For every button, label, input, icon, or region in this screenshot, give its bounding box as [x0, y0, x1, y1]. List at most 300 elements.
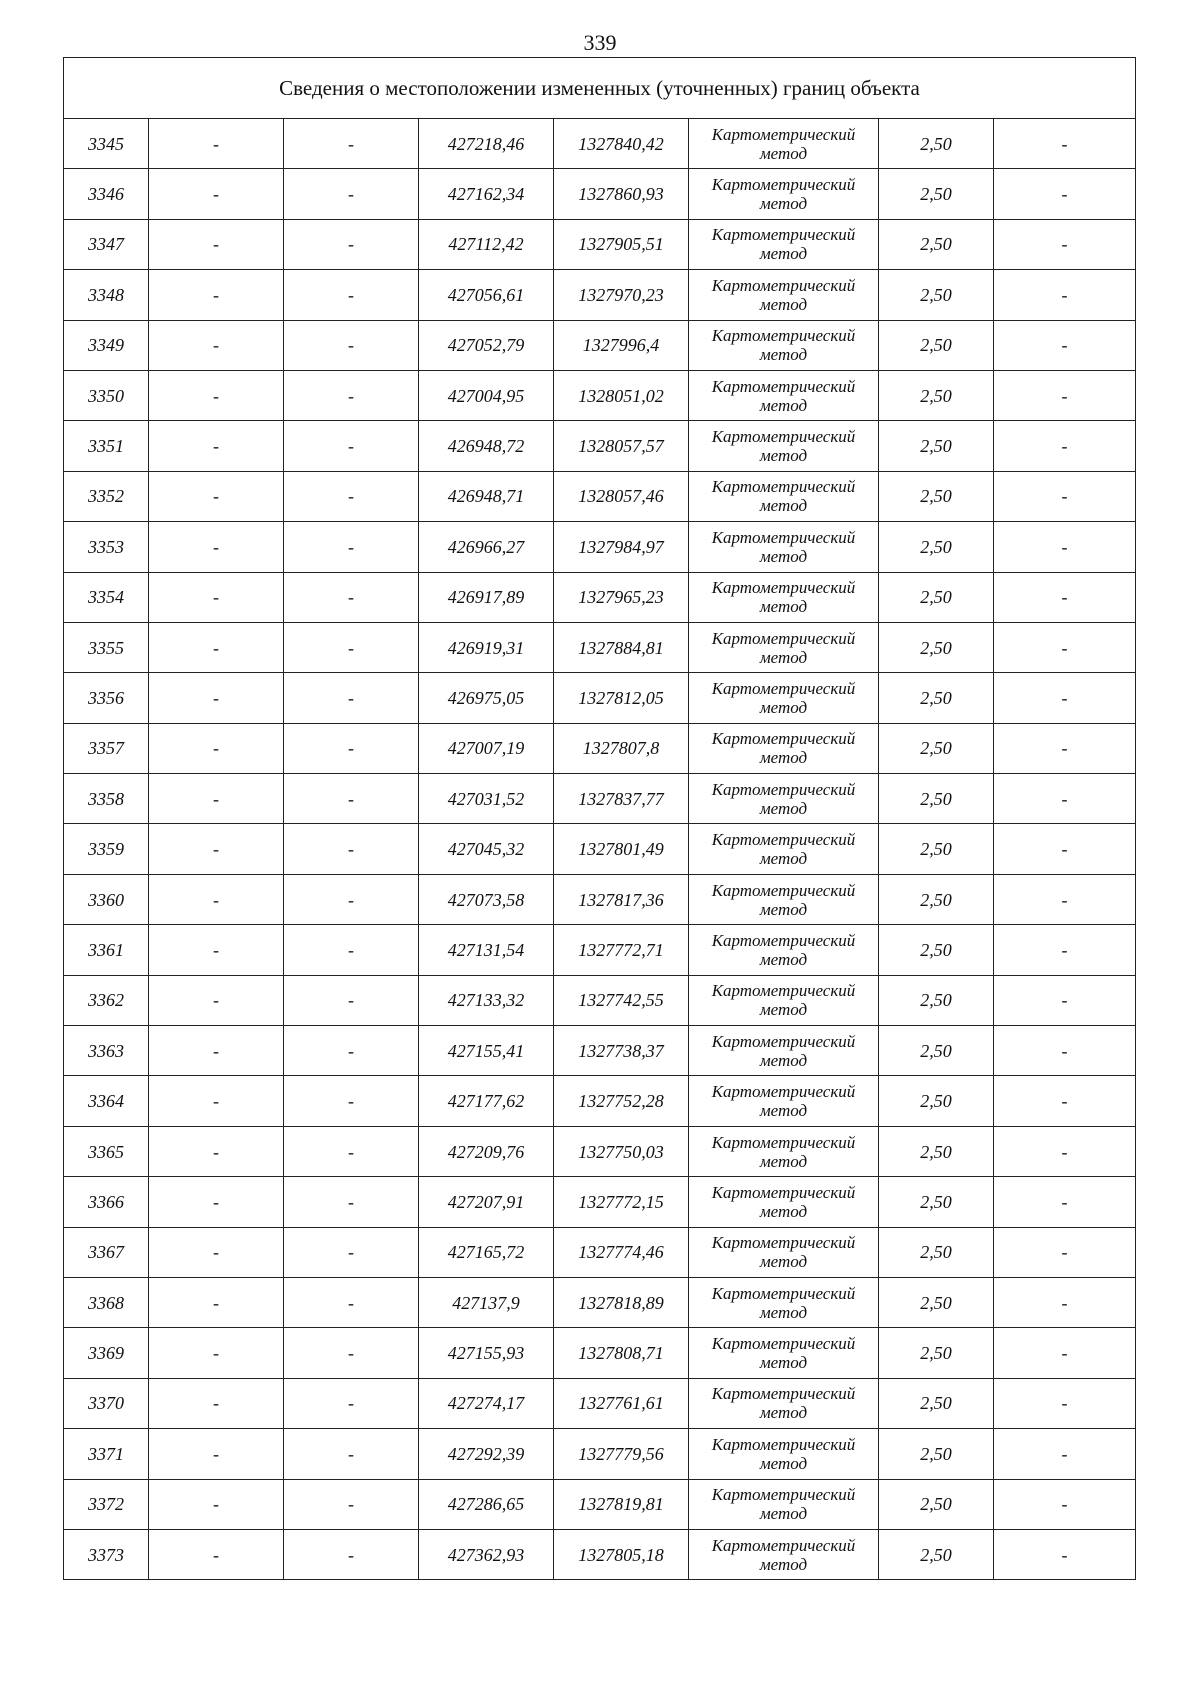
method-line-2: метод: [759, 1000, 808, 1020]
method-line-1: Картометрический: [711, 981, 856, 1001]
new-y-cell: 1327905,51: [554, 219, 689, 269]
method-cell: [689, 774, 879, 824]
description-cell: -: [994, 723, 1136, 773]
old-x-cell: -: [149, 270, 284, 320]
accuracy-cell: 2,50: [879, 1026, 994, 1076]
method-cell: [689, 119, 879, 169]
table-row: [64, 774, 1136, 824]
method-cell: [689, 1076, 879, 1126]
table-row: [64, 1328, 1136, 1378]
old-y-cell: -: [284, 824, 419, 874]
new-y-cell: 1327837,77: [554, 774, 689, 824]
method-line-1: Картометрический: [711, 175, 856, 195]
method-line-2: метод: [759, 1554, 808, 1574]
point-number-cell: 3372: [64, 1479, 149, 1529]
old-y-cell: -: [284, 1429, 419, 1479]
method-line-1: Картометрический: [711, 930, 856, 950]
old-y-cell: -: [284, 1227, 419, 1277]
old-x-cell: -: [149, 572, 284, 622]
new-x-cell: 426975,05: [419, 673, 554, 723]
method-line-1: Картометрический: [711, 1082, 856, 1102]
old-x-cell: -: [149, 925, 284, 975]
old-x-cell: -: [149, 219, 284, 269]
description-cell: -: [994, 421, 1136, 471]
new-y-cell: 1327817,36: [554, 874, 689, 924]
method-cell: [689, 1479, 879, 1529]
description-cell: -: [994, 1328, 1136, 1378]
description-cell: -: [994, 1479, 1136, 1529]
point-number-cell: 3362: [64, 975, 149, 1025]
accuracy-cell: 2,50: [879, 572, 994, 622]
table-row: [64, 622, 1136, 672]
point-number-cell: 3361: [64, 925, 149, 975]
new-x-cell: 426966,27: [419, 522, 554, 572]
method-line-2: метод: [759, 748, 808, 768]
accuracy-cell: 2,50: [879, 1227, 994, 1277]
accuracy-cell: 2,50: [879, 1076, 994, 1126]
new-y-cell: 1327965,23: [554, 572, 689, 622]
new-x-cell: 427165,72: [419, 1227, 554, 1277]
accuracy-cell: 2,50: [879, 1378, 994, 1428]
old-y-cell: -: [284, 1126, 419, 1176]
old-x-cell: -: [149, 824, 284, 874]
method-cell: [689, 270, 879, 320]
method-line-2: метод: [759, 345, 808, 365]
new-x-cell: 427155,41: [419, 1026, 554, 1076]
table-row: [64, 270, 1136, 320]
description-cell: -: [994, 774, 1136, 824]
old-y-cell: -: [284, 471, 419, 521]
new-y-cell: 1327761,61: [554, 1378, 689, 1428]
new-y-cell: 1327752,28: [554, 1076, 689, 1126]
description-cell: -: [994, 522, 1136, 572]
table-row: [64, 1126, 1136, 1176]
accuracy-cell: 2,50: [879, 975, 994, 1025]
point-number-cell: 3348: [64, 270, 149, 320]
method-cell: [689, 1429, 879, 1479]
point-number-cell: 3352: [64, 471, 149, 521]
description-cell: -: [994, 169, 1136, 219]
description-cell: -: [994, 119, 1136, 169]
table-row: [64, 1227, 1136, 1277]
new-x-cell: 427004,95: [419, 370, 554, 420]
table-row: [64, 219, 1136, 269]
old-x-cell: -: [149, 370, 284, 420]
old-y-cell: -: [284, 421, 419, 471]
point-number-cell: 3355: [64, 622, 149, 672]
method-cell: [689, 1177, 879, 1227]
description-cell: -: [994, 219, 1136, 269]
accuracy-cell: 2,50: [879, 673, 994, 723]
old-x-cell: -: [149, 1227, 284, 1277]
point-number-cell: 3358: [64, 774, 149, 824]
method-cell: [689, 572, 879, 622]
table-row: [64, 1026, 1136, 1076]
point-number-cell: 3371: [64, 1429, 149, 1479]
old-x-cell: -: [149, 1177, 284, 1227]
method-line-1: Картометрический: [711, 830, 856, 850]
method-cell: [689, 219, 879, 269]
new-y-cell: 1327779,56: [554, 1429, 689, 1479]
point-number-cell: 3364: [64, 1076, 149, 1126]
table-row: [64, 1429, 1136, 1479]
description-cell: -: [994, 471, 1136, 521]
new-x-cell: 427045,32: [419, 824, 554, 874]
new-y-cell: 1327805,18: [554, 1529, 689, 1579]
point-number-cell: 3347: [64, 219, 149, 269]
method-line-1: Картометрический: [711, 1535, 856, 1555]
method-line-1: Картометрический: [711, 1334, 856, 1354]
table-row: [64, 824, 1136, 874]
method-line-1: Картометрический: [711, 628, 856, 648]
table-row: [64, 572, 1136, 622]
old-x-cell: -: [149, 1277, 284, 1327]
table-row: [64, 975, 1136, 1025]
point-number-cell: 3354: [64, 572, 149, 622]
old-x-cell: -: [149, 471, 284, 521]
method-cell: [689, 1328, 879, 1378]
description-cell: -: [994, 824, 1136, 874]
description-cell: -: [994, 1529, 1136, 1579]
method-line-2: метод: [759, 446, 808, 466]
accuracy-cell: 2,50: [879, 723, 994, 773]
accuracy-cell: 2,50: [879, 270, 994, 320]
method-line-1: Картометрический: [711, 1031, 856, 1051]
old-x-cell: -: [149, 1328, 284, 1378]
old-x-cell: -: [149, 421, 284, 471]
method-line-2: метод: [759, 647, 808, 667]
point-number-cell: 3356: [64, 673, 149, 723]
new-x-cell: 426948,72: [419, 421, 554, 471]
method-line-2: метод: [759, 1101, 808, 1121]
method-cell: [689, 824, 879, 874]
accuracy-cell: 2,50: [879, 1429, 994, 1479]
new-y-cell: 1327840,42: [554, 119, 689, 169]
method-line-2: метод: [759, 949, 808, 969]
old-y-cell: -: [284, 1529, 419, 1579]
point-number-cell: 3346: [64, 169, 149, 219]
old-x-cell: -: [149, 723, 284, 773]
accuracy-cell: 2,50: [879, 320, 994, 370]
description-cell: -: [994, 874, 1136, 924]
table-row: [64, 522, 1136, 572]
table-row: [64, 874, 1136, 924]
old-y-cell: -: [284, 1177, 419, 1227]
new-x-cell: 427362,93: [419, 1529, 554, 1579]
method-line-2: метод: [759, 244, 808, 264]
point-number-cell: 3351: [64, 421, 149, 471]
old-y-cell: -: [284, 1378, 419, 1428]
point-number-cell: 3366: [64, 1177, 149, 1227]
new-x-cell: 427133,32: [419, 975, 554, 1025]
method-line-2: метод: [759, 849, 808, 869]
method-cell: [689, 975, 879, 1025]
old-y-cell: -: [284, 320, 419, 370]
new-y-cell: 1327742,55: [554, 975, 689, 1025]
old-x-cell: -: [149, 320, 284, 370]
old-y-cell: -: [284, 874, 419, 924]
accuracy-cell: 2,50: [879, 370, 994, 420]
accuracy-cell: 2,50: [879, 119, 994, 169]
new-y-cell: 1327774,46: [554, 1227, 689, 1277]
method-line-1: Картометрический: [711, 880, 856, 900]
accuracy-cell: 2,50: [879, 421, 994, 471]
accuracy-cell: 2,50: [879, 219, 994, 269]
method-line-1: Картометрический: [711, 779, 856, 799]
new-x-cell: 427131,54: [419, 925, 554, 975]
table-row: [64, 1076, 1136, 1126]
method-line-2: метод: [759, 143, 808, 163]
method-cell: [689, 1227, 879, 1277]
table-row: [64, 169, 1136, 219]
table-row: [64, 370, 1136, 420]
method-cell: [689, 1277, 879, 1327]
method-cell: [689, 169, 879, 219]
accuracy-cell: 2,50: [879, 471, 994, 521]
new-y-cell: 1327738,37: [554, 1026, 689, 1076]
method-line-1: Картометрический: [711, 578, 856, 598]
old-x-cell: -: [149, 1429, 284, 1479]
old-y-cell: -: [284, 572, 419, 622]
new-x-cell: 427073,58: [419, 874, 554, 924]
table-title: Сведения о местоположении измененных (уточненных) границ объекта: [64, 58, 1136, 119]
old-x-cell: -: [149, 774, 284, 824]
method-line-1: Картометрический: [711, 427, 856, 447]
method-line-2: метод: [759, 1453, 808, 1473]
method-line-1: Картометрический: [711, 477, 856, 497]
old-x-cell: -: [149, 522, 284, 572]
old-x-cell: -: [149, 622, 284, 672]
old-y-cell: -: [284, 119, 419, 169]
method-line-1: Картометрический: [711, 225, 856, 245]
new-y-cell: 1327750,03: [554, 1126, 689, 1176]
point-number-cell: 3373: [64, 1529, 149, 1579]
old-y-cell: -: [284, 1328, 419, 1378]
new-x-cell: 427286,65: [419, 1479, 554, 1529]
method-line-2: метод: [759, 1302, 808, 1322]
accuracy-cell: 2,50: [879, 1529, 994, 1579]
old-x-cell: -: [149, 169, 284, 219]
old-y-cell: -: [284, 270, 419, 320]
accuracy-cell: 2,50: [879, 1177, 994, 1227]
description-cell: -: [994, 1076, 1136, 1126]
description-cell: -: [994, 320, 1136, 370]
point-number-cell: 3350: [64, 370, 149, 420]
old-x-cell: -: [149, 1529, 284, 1579]
new-y-cell: 1327812,05: [554, 673, 689, 723]
new-x-cell: 427112,42: [419, 219, 554, 269]
method-line-2: метод: [759, 1504, 808, 1524]
accuracy-cell: 2,50: [879, 1277, 994, 1327]
point-number-cell: 3370: [64, 1378, 149, 1428]
new-x-cell: 427007,19: [419, 723, 554, 773]
new-y-cell: 1328057,57: [554, 421, 689, 471]
method-line-1: Картометрический: [711, 527, 856, 547]
new-y-cell: 1328051,02: [554, 370, 689, 420]
description-cell: -: [994, 1126, 1136, 1176]
table-row: [64, 1529, 1136, 1579]
new-x-cell: 427177,62: [419, 1076, 554, 1126]
table-row: [64, 119, 1136, 169]
table-row: [64, 1479, 1136, 1529]
method-cell: [689, 925, 879, 975]
accuracy-cell: 2,50: [879, 622, 994, 672]
accuracy-cell: 2,50: [879, 774, 994, 824]
method-line-1: Картометрический: [711, 1283, 856, 1303]
method-line-2: метод: [759, 899, 808, 919]
description-cell: -: [994, 572, 1136, 622]
old-y-cell: -: [284, 169, 419, 219]
method-cell: [689, 421, 879, 471]
accuracy-cell: 2,50: [879, 169, 994, 219]
old-x-cell: -: [149, 1026, 284, 1076]
old-x-cell: -: [149, 1479, 284, 1529]
new-x-cell: 426919,31: [419, 622, 554, 672]
new-x-cell: 427162,34: [419, 169, 554, 219]
new-x-cell: 426917,89: [419, 572, 554, 622]
accuracy-cell: 2,50: [879, 1328, 994, 1378]
method-line-1: Картометрический: [711, 678, 856, 698]
new-x-cell: 427209,76: [419, 1126, 554, 1176]
old-y-cell: -: [284, 975, 419, 1025]
new-y-cell: 1327808,71: [554, 1328, 689, 1378]
old-y-cell: -: [284, 1277, 419, 1327]
old-x-cell: -: [149, 1126, 284, 1176]
method-cell: [689, 1126, 879, 1176]
new-x-cell: 427137,9: [419, 1277, 554, 1327]
old-x-cell: -: [149, 874, 284, 924]
description-cell: -: [994, 1026, 1136, 1076]
point-number-cell: 3359: [64, 824, 149, 874]
table-row: [64, 1177, 1136, 1227]
method-line-1: Картометрический: [711, 376, 856, 396]
point-number-cell: 3360: [64, 874, 149, 924]
method-line-2: метод: [759, 697, 808, 717]
page-number: 339: [583, 30, 617, 55]
method-line-2: метод: [759, 597, 808, 617]
method-line-1: Картометрический: [711, 729, 856, 749]
method-cell: [689, 320, 879, 370]
point-number-cell: 3368: [64, 1277, 149, 1327]
point-number-cell: 3357: [64, 723, 149, 773]
accuracy-cell: 2,50: [879, 925, 994, 975]
method-line-2: метод: [759, 395, 808, 415]
old-y-cell: -: [284, 673, 419, 723]
new-x-cell: 427292,39: [419, 1429, 554, 1479]
point-number-cell: 3363: [64, 1026, 149, 1076]
boundary-table: [63, 57, 1136, 1580]
new-x-cell: 427218,46: [419, 119, 554, 169]
method-cell: [689, 471, 879, 521]
old-y-cell: -: [284, 925, 419, 975]
new-y-cell: 1328057,46: [554, 471, 689, 521]
method-line-2: метод: [759, 798, 808, 818]
table-row: [64, 1378, 1136, 1428]
point-number-cell: 3369: [64, 1328, 149, 1378]
new-y-cell: 1327970,23: [554, 270, 689, 320]
new-x-cell: 427155,93: [419, 1328, 554, 1378]
new-y-cell: 1327984,97: [554, 522, 689, 572]
description-cell: -: [994, 673, 1136, 723]
point-number-cell: 3365: [64, 1126, 149, 1176]
method-cell: [689, 673, 879, 723]
accuracy-cell: 2,50: [879, 824, 994, 874]
new-y-cell: 1327996,4: [554, 320, 689, 370]
new-y-cell: 1327772,71: [554, 925, 689, 975]
method-line-1: Картометрический: [711, 1182, 856, 1202]
new-x-cell: 427207,91: [419, 1177, 554, 1227]
method-line-1: Картометрический: [711, 1233, 856, 1253]
table-title-row: [64, 58, 1136, 119]
table-row: [64, 1277, 1136, 1327]
description-cell: -: [994, 1277, 1136, 1327]
description-cell: -: [994, 1429, 1136, 1479]
method-line-1: Картометрический: [711, 1434, 856, 1454]
new-y-cell: 1327884,81: [554, 622, 689, 672]
method-line-1: Картометрический: [711, 1132, 856, 1152]
new-y-cell: 1327860,93: [554, 169, 689, 219]
method-cell: [689, 622, 879, 672]
table-row: [64, 320, 1136, 370]
old-y-cell: -: [284, 219, 419, 269]
table-row: [64, 723, 1136, 773]
method-cell: [689, 370, 879, 420]
new-x-cell: 427056,61: [419, 270, 554, 320]
old-y-cell: -: [284, 1076, 419, 1126]
old-y-cell: -: [284, 1026, 419, 1076]
new-x-cell: 427274,17: [419, 1378, 554, 1428]
method-cell: [689, 1026, 879, 1076]
method-line-2: метод: [759, 1201, 808, 1221]
new-x-cell: 427031,52: [419, 774, 554, 824]
method-line-2: метод: [759, 496, 808, 516]
table-row: [64, 673, 1136, 723]
method-line-2: метод: [759, 1353, 808, 1373]
method-line-2: метод: [759, 1151, 808, 1171]
method-cell: [689, 522, 879, 572]
point-number-cell: 3353: [64, 522, 149, 572]
new-y-cell: 1327772,15: [554, 1177, 689, 1227]
method-cell: [689, 874, 879, 924]
description-cell: -: [994, 270, 1136, 320]
description-cell: -: [994, 925, 1136, 975]
old-y-cell: -: [284, 1479, 419, 1529]
method-line-2: метод: [759, 1403, 808, 1423]
method-cell: [689, 1378, 879, 1428]
old-y-cell: -: [284, 370, 419, 420]
accuracy-cell: 2,50: [879, 1479, 994, 1529]
accuracy-cell: 2,50: [879, 522, 994, 572]
old-y-cell: -: [284, 522, 419, 572]
description-cell: -: [994, 622, 1136, 672]
old-y-cell: -: [284, 774, 419, 824]
table-row: [64, 471, 1136, 521]
accuracy-cell: 2,50: [879, 874, 994, 924]
old-x-cell: -: [149, 975, 284, 1025]
method-cell: [689, 1529, 879, 1579]
description-cell: -: [994, 1378, 1136, 1428]
method-line-2: метод: [759, 194, 808, 214]
method-line-2: метод: [759, 546, 808, 566]
old-x-cell: -: [149, 673, 284, 723]
old-y-cell: -: [284, 723, 419, 773]
new-y-cell: 1327801,49: [554, 824, 689, 874]
old-x-cell: -: [149, 1076, 284, 1126]
point-number-cell: 3349: [64, 320, 149, 370]
old-x-cell: -: [149, 119, 284, 169]
method-line-1: Картометрический: [711, 1485, 856, 1505]
new-x-cell: 427052,79: [419, 320, 554, 370]
